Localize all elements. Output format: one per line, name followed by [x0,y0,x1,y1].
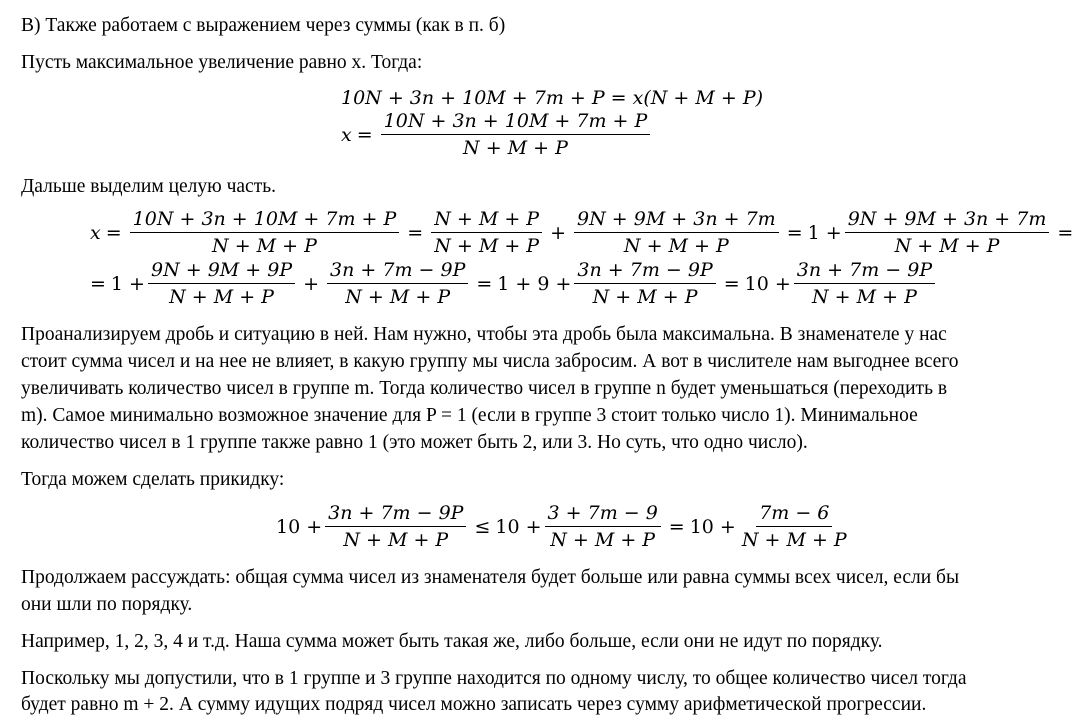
analysis-line-4: m). Самое минимально возможное значение для P = 1 (если в группе 3 стоит только число 1). Минимальное [21,405,918,426]
fraction [545,504,661,550]
denominator: N + M + P [592,286,698,308]
numerator: 3n + 7m − 9P [794,261,935,284]
equals-sign: = [1057,221,1074,244]
denominator: N + M + P [894,235,1000,257]
numerator: 7m − 6 [756,504,832,527]
conclusion-line-1: Поскольку мы допустили, что в 1 группе и 3 группе находится по одному числу, то общее количество чисел тогда [21,668,967,689]
denominator: N + M + P [550,529,656,551]
fraction [739,504,850,550]
one-plus: 1 + [110,272,145,295]
fraction [794,261,935,307]
example-line: Например, 1, 2, 3, 4 и т.д. Наша сумма может быть такая же, либо больше, если они не идут по порядку. [21,631,883,652]
numerator: 10N + 3n + 10M + 7m + P [381,112,651,135]
plus-sign: + [550,221,567,244]
equation-3-row-2 [90,261,938,307]
ten-plus: 10 + [495,515,542,538]
fraction [327,261,468,307]
analysis-line-5: количество чисел в 1 группе также равно 1 (это может быть 2, или 3. Но суть, что одно число). [21,432,808,453]
numerator: 9N + 9M + 9P [148,261,295,284]
plus-sign: + [303,272,320,295]
one-plus-nine: 1 + 9 + [497,272,572,295]
integer-part-line: Дальше выделим целую часть. [21,176,276,197]
equals-sign: = [105,221,122,244]
numerator: 3n + 7m − 9P [327,261,468,284]
var-x: x [341,123,352,146]
denominator: N + M + P [812,286,917,308]
analysis-line-3: увеличивать количество чисел в группе m. Тогда количество чисел в группе n будет уменьшаться (переходить в [21,378,948,399]
fraction [130,210,400,256]
fraction [381,112,651,158]
equals-sign: = [723,272,740,295]
analysis-line-1: Проанализируем дробь и ситуацию в ней. Нам нужно, чтобы эта дробь была максимальна. В знаменателе у нас [21,324,947,345]
denominator: N + M + P [343,529,449,551]
fraction [325,504,466,550]
equation-2 [341,112,653,158]
equation-4 [276,504,853,550]
reasoning-line-1: Продолжаем рассуждать: общая сумма чисел из знаменателя будет больше или равна суммы всех чисел, если бы [21,567,960,588]
equals-sign: = [90,272,106,295]
equation-3-row-1 [90,210,1078,256]
conclusion-line-2: будет равно m + 2. А сумму идущих подряд чисел можно записать через сумму арифметической прогрессии. [21,694,927,715]
ten-plus: 10 + [276,515,323,538]
heading-b: B) Также работаем с выражением через суммы (как в п. б) [21,15,506,36]
ten-plus: 10 + [744,272,791,295]
equals-sign: = [356,123,373,146]
equals-sign: = [407,221,424,244]
equals-sign: = [786,221,803,244]
equation-1-text: 10N + 3n + 10M + 7m + P = x(N + M + P) [341,87,764,109]
numerator: 3 + 7m − 9 [545,504,661,527]
denominator: N + M + P [169,286,274,308]
denominator: N + M + P [741,529,847,551]
fraction [574,261,715,307]
fraction [148,261,295,307]
numerator: 3n + 7m − 9P [325,504,466,527]
numerator: 3n + 7m − 9P [574,261,715,284]
estimate-line: Тогда можем сделать прикидку: [21,469,285,490]
var-x: x [90,221,101,244]
fraction [574,210,779,256]
numerator: 9N + 9M + 3n + 7m [574,210,779,233]
ten-plus: 10 + [689,515,736,538]
numerator: 9N + 9M + 3n + 7m [845,210,1050,233]
denominator: N + M + P [434,235,540,257]
one-plus: 1 + [807,221,842,244]
intro-line: Пусть максимальное увеличение равно x. Тогда: [21,52,423,73]
analysis-line-2: стоит сумма чисел и на нее не влияет, в какую группу мы числа забросим. А вот в числителе нам выгоднее всего [21,351,959,372]
denominator: N + M + P [463,137,568,159]
fraction [845,210,1050,256]
fraction [431,210,542,256]
numerator: 10N + 3n + 10M + 7m + P [130,210,400,233]
denominator: N + M + P [212,235,317,257]
equals-sign: = [668,515,685,538]
numerator: N + M + P [431,210,542,233]
denominator: N + M + P [623,235,729,257]
less-equal-sign: ≤ [474,515,491,538]
reasoning-line-2: они шли по порядку. [21,594,193,615]
denominator: N + M + P [345,286,451,308]
equals-sign: = [476,272,493,295]
equation-1 [341,89,763,108]
